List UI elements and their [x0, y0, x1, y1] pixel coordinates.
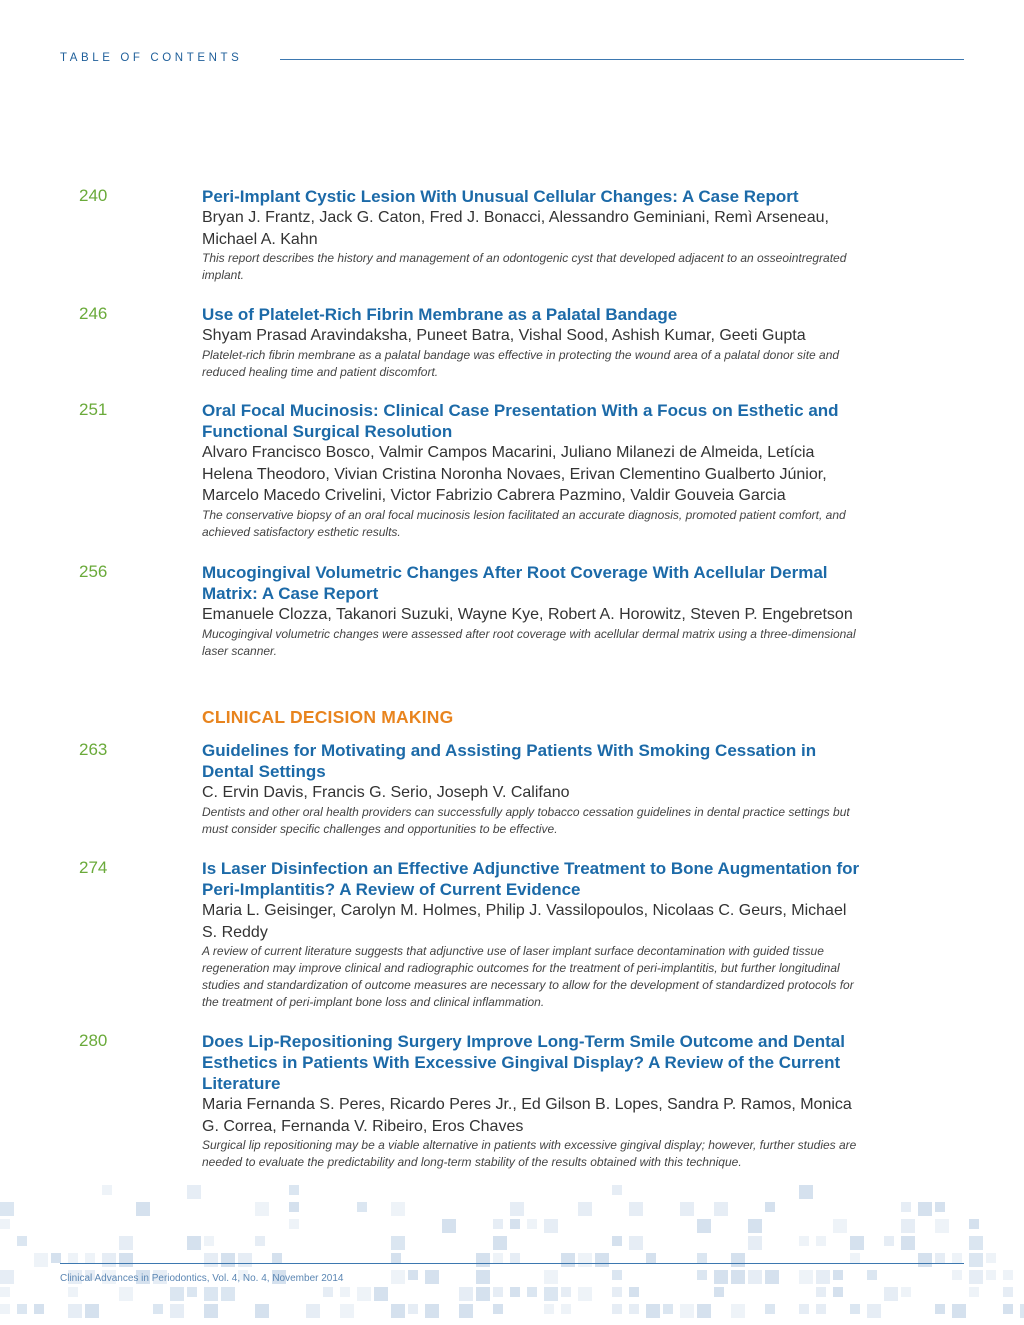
decorative-square [340, 1304, 354, 1318]
decorative-square [68, 1304, 82, 1318]
decorative-square [425, 1304, 439, 1318]
decorative-square [170, 1287, 184, 1301]
decorative-square [612, 1236, 622, 1246]
decorative-square [629, 1287, 639, 1297]
decorative-square [714, 1287, 724, 1297]
decorative-square [901, 1236, 915, 1250]
decorative-square [969, 1287, 979, 1297]
section-label: TABLE OF CONTENTS [60, 52, 243, 64]
decorative-square [493, 1253, 503, 1263]
decorative-square [816, 1236, 826, 1246]
decorative-square [935, 1304, 945, 1314]
article-title[interactable]: Mucogingival Volumetric Changes After Root Coverage With Acellular Dermal Matrix: A Case Report [202, 563, 828, 603]
decorative-square [204, 1304, 218, 1318]
decorative-square [391, 1253, 401, 1263]
decorative-square [833, 1287, 843, 1297]
decorative-square [850, 1236, 864, 1250]
decorative-square [1020, 1304, 1024, 1318]
page-number: 280 [79, 1031, 108, 1050]
decorative-square [969, 1219, 979, 1229]
decorative-square [68, 1253, 78, 1263]
decorative-square [442, 1219, 456, 1233]
decorative-square [850, 1253, 860, 1263]
decorative-square [493, 1219, 503, 1229]
article-summary: Dentists and other oral health providers can successfully apply tobacco cessation guidelines in dental practice settings but must consider specific challenges and opportunities to be effective. [202, 804, 850, 836]
header-divider [280, 59, 964, 60]
decorative-square [714, 1202, 728, 1216]
decorative-square [17, 1304, 27, 1314]
decorative-square [119, 1236, 133, 1250]
decorative-square [697, 1304, 711, 1318]
decorative-square [0, 1287, 10, 1297]
page-number: 256 [79, 562, 108, 581]
decorative-square [391, 1304, 405, 1318]
article-authors: Bryan J. Frantz, Jack G. Caton, Fred J. Bonacci, Alessandro Geminiani, Remì Arseneau, Michael A. Kahn [202, 209, 829, 248]
decorative-square [799, 1270, 813, 1284]
decorative-square [629, 1202, 643, 1216]
decorative-square [663, 1304, 673, 1314]
decorative-square [697, 1219, 711, 1233]
decorative-square [969, 1270, 983, 1284]
decorative-square [85, 1304, 99, 1318]
decorative-square [986, 1270, 996, 1280]
decorative-square [850, 1304, 860, 1314]
decorative-square [459, 1304, 473, 1318]
article-authors: Shyam Prasad Aravindaksha, Puneet Batra, Vishal Sood, Ashish Kumar, Geeti Gupta [202, 327, 806, 344]
decorative-square [102, 1185, 112, 1195]
decorative-square [476, 1270, 490, 1284]
decorative-square [85, 1253, 95, 1263]
decorative-square [544, 1219, 558, 1233]
decorative-square [408, 1304, 418, 1314]
decorative-square [595, 1253, 609, 1267]
decorative-square [204, 1236, 214, 1246]
decorative-square [697, 1253, 707, 1263]
decorative-square [68, 1287, 78, 1297]
decorative-square [799, 1236, 809, 1246]
decorative-square [391, 1202, 405, 1216]
decorative-square [935, 1202, 945, 1212]
article-authors: Maria L. Geisinger, Carolyn M. Holmes, Philip J. Vassilopoulos, Nicolaas C. Geurs, Michael S. Reddy [202, 902, 847, 941]
decorative-square [969, 1253, 983, 1267]
decorative-square [612, 1185, 622, 1195]
decorative-square [119, 1287, 133, 1301]
decorative-square [901, 1219, 915, 1233]
decorative-square [816, 1287, 826, 1297]
article-title[interactable]: Is Laser Disinfection an Effective Adjunctive Treatment to Bone Augmentation for Peri-Implantitis? A Review of Current Evidence [202, 859, 860, 899]
decorative-square [119, 1253, 133, 1267]
decorative-square [289, 1185, 299, 1195]
decorative-square [544, 1304, 554, 1314]
decorative-square [867, 1270, 877, 1280]
decorative-square [799, 1185, 813, 1199]
article-summary: Mucogingival volumetric changes were assessed after root coverage with acellular dermal matrix using a three-dimensional laser scanner. [202, 626, 856, 658]
decorative-square [748, 1236, 762, 1250]
article-title[interactable]: Does Lip-Repositioning Surgery Improve Long-Term Smile Outcome and Dental Esthetics in Patients With Excessive Gingival Display? A Review of the Current Literature [202, 1032, 845, 1093]
section-heading: CLINICAL DECISION MAKING [202, 707, 454, 727]
article-summary: Platelet-rich fibrin membrane as a palatal bandage was effective in protecting the wound area of a palatal donor site and reduced healing time and patient discomfort. [202, 347, 840, 379]
decorative-square [187, 1185, 201, 1199]
decorative-square [255, 1236, 265, 1246]
decorative-square [578, 1287, 592, 1301]
decorative-square [561, 1287, 571, 1297]
article-summary: Surgical lip repositioning may be a viable alternative in patients with excessive gingival display; however, further studies are needed to evaluate the predictability and long-term stability of the results obtained with this technique. [202, 1138, 857, 1169]
decorative-square [374, 1287, 388, 1301]
page-number: 263 [79, 740, 108, 759]
article-authors: Emanuele Clozza, Takanori Suzuki, Wayne Kye, Robert A. Horowitz, Steven P. Engebretson [202, 606, 853, 623]
decorative-square [510, 1219, 520, 1229]
article-title[interactable]: Use of Platelet-Rich Fibrin Membrane as a Palatal Bandage [202, 305, 678, 324]
decorative-square [493, 1287, 503, 1297]
decorative-square [680, 1304, 694, 1318]
decorative-square [731, 1253, 745, 1267]
page-number: 240 [79, 186, 108, 205]
decorative-square [901, 1287, 911, 1297]
page-number: 251 [79, 400, 108, 419]
decorative-square [765, 1270, 779, 1284]
decorative-square [867, 1304, 881, 1318]
decorative-square [748, 1219, 762, 1233]
article-authors: Maria Fernanda S. Peres, Ricardo Peres Jr., Ed Gilson B. Lopes, Sandra P. Ramos, Monica G. Correa, Fernanda V. Ribeiro, Eros Chaves [202, 1096, 852, 1135]
decorative-square [969, 1236, 983, 1250]
decorative-square [816, 1270, 830, 1284]
article-summary: A review of current literature suggests that adjunctive use of laser implant surface decontamination with guided tissue regeneration may improve clinical and radiographic outcomes for the treatment of peri-implantitis, but further longitudinal studies and standardization of outcome measures are necessary to allow for the development of standardized protocols for the treatment of peri-implant bone loss and clinical inflammation. [202, 944, 854, 1009]
decorative-square [918, 1202, 932, 1216]
decorative-square [476, 1287, 490, 1301]
decorative-square [493, 1236, 507, 1250]
decorative-square [204, 1253, 218, 1267]
decorative-square [935, 1219, 949, 1233]
decorative-square [765, 1304, 775, 1314]
decorative-square [952, 1270, 962, 1280]
decorative-square [527, 1219, 537, 1229]
decorative-square [952, 1304, 966, 1318]
article-summary: This report describes the history and management of an odontogenic cyst that developed adjacent to an osseointregrated implant. [202, 251, 847, 282]
footer-divider [60, 1263, 964, 1264]
decorative-square [935, 1253, 945, 1263]
article-title[interactable]: Peri-Implant Cystic Lesion With Unusual Cellular Changes: A Case Report [202, 187, 799, 206]
decorative-square [34, 1253, 48, 1267]
decorative-square [612, 1287, 622, 1297]
decorative-square [459, 1287, 473, 1301]
decorative-square [391, 1270, 405, 1284]
decorative-square [544, 1287, 558, 1301]
decorative-square [646, 1304, 660, 1318]
decorative-square [901, 1202, 911, 1212]
decorative-square [799, 1304, 809, 1314]
decorative-square [323, 1287, 333, 1297]
decorative-square [357, 1287, 371, 1301]
decorative-square [289, 1219, 299, 1229]
decorative-square [476, 1253, 490, 1267]
decorative-square [51, 1253, 61, 1263]
decorative-square [884, 1287, 898, 1301]
decorative-square [493, 1304, 503, 1314]
decorative-square [408, 1270, 418, 1280]
decorative-square [306, 1304, 320, 1318]
decorative-square [221, 1253, 235, 1267]
decorative-square [884, 1236, 894, 1246]
decorative-square [272, 1253, 282, 1263]
decorative-square [952, 1253, 962, 1263]
decorative-square [34, 1304, 44, 1314]
decorative-square [561, 1253, 575, 1267]
decorative-square [289, 1202, 299, 1212]
decorative-square [578, 1202, 592, 1216]
decorative-square [510, 1287, 520, 1297]
footer-citation: Clinical Advances in Periodontics, Vol. 4, No. 4, November 2014 [60, 1273, 344, 1284]
decorative-square [986, 1253, 996, 1263]
decorative-square [697, 1270, 707, 1280]
decorative-square [731, 1270, 745, 1284]
decorative-square [816, 1304, 826, 1314]
decorative-square [204, 1287, 218, 1301]
decorative-square [510, 1202, 524, 1216]
decorative-square [1003, 1270, 1013, 1280]
decorative-square [255, 1304, 269, 1318]
decorative-square [0, 1202, 14, 1216]
article-title[interactable]: Guidelines for Motivating and Assisting Patients With Smoking Cessation in Dental Settings [202, 741, 817, 781]
page-number: 246 [79, 304, 108, 323]
decorative-square [748, 1270, 762, 1284]
decorative-square [187, 1287, 197, 1297]
decorative-square [510, 1253, 520, 1263]
decorative-square [238, 1253, 252, 1267]
decorative-square [612, 1270, 622, 1280]
decorative-square [136, 1202, 150, 1216]
decorative-square [357, 1202, 367, 1212]
decorative-square [918, 1253, 932, 1267]
article-authors: C. Ervin Davis, Francis G. Serio, Joseph V. Califano [202, 784, 570, 801]
decorative-square [0, 1270, 14, 1284]
decorative-square [17, 1236, 27, 1246]
decorative-square [527, 1287, 537, 1297]
decorative-square [153, 1304, 163, 1314]
article-title[interactable]: Oral Focal Mucinosis: Clinical Case Presentation With a Focus on Esthetic and Functional Surgical Resolution [202, 401, 839, 441]
decorative-square [714, 1270, 728, 1284]
decorative-square [612, 1304, 622, 1314]
decorative-square [0, 1219, 10, 1229]
decorative-square [833, 1219, 847, 1233]
decorative-square [1003, 1287, 1013, 1297]
page-number: 274 [79, 858, 108, 877]
decorative-square [731, 1304, 745, 1318]
decorative-pattern [0, 1185, 1024, 1325]
decorative-square [170, 1304, 184, 1318]
decorative-square [340, 1287, 350, 1297]
decorative-square [425, 1270, 439, 1284]
decorative-square [391, 1236, 405, 1250]
decorative-square [0, 1304, 10, 1314]
decorative-square [765, 1202, 775, 1212]
decorative-square [102, 1253, 116, 1267]
decorative-square [646, 1253, 656, 1263]
decorative-square [1003, 1304, 1013, 1314]
decorative-square [187, 1236, 201, 1250]
decorative-square [629, 1304, 639, 1314]
decorative-square [629, 1236, 643, 1250]
decorative-square [561, 1304, 571, 1314]
decorative-square [255, 1202, 269, 1216]
decorative-square [578, 1253, 592, 1267]
article-summary: The conservative biopsy of an oral focal mucinosis lesion facilitated an accurate diagnosis, promoted patient comfort, and achieved satisfactory esthetic results. [202, 507, 846, 539]
article-authors: Alvaro Francisco Bosco, Valmir Campos Macarini, Juliano Milanezi de Almeida, Letícia Helena Theodoro, Vivian Cristina Noronha Novaes, Erivan Clementino Gualberto Júnior, Marcelo Macedo Crivelini, Victor Fabrizio Cabrera Pazmino, Valdir Gouveia Garcia [202, 444, 827, 504]
decorative-square [544, 1270, 558, 1284]
decorative-square [221, 1287, 235, 1301]
decorative-square [680, 1202, 694, 1216]
decorative-square [833, 1270, 843, 1280]
